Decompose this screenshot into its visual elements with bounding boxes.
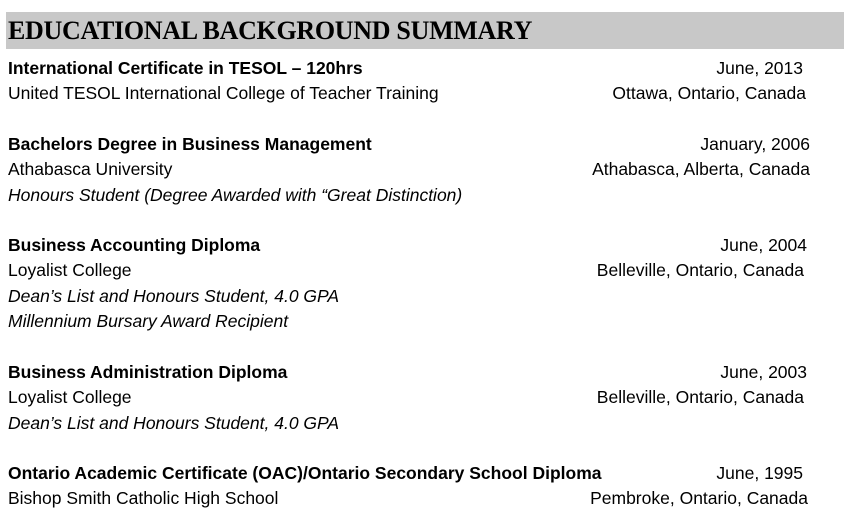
entry-location: Belleville, Ontario, Canada [596,387,804,408]
entry-location: Athabasca, Alberta, Canada [592,159,810,180]
entry-date: June, 1995 [716,463,803,483]
entry-date: June, 2013 [716,58,803,78]
entry-institution: Bishop Smith Catholic High School [8,488,279,509]
education-entry [8,233,812,334]
entry-note: Honours Student (Degree Awarded with “Great Distinction) [8,184,463,205]
entry-note: Millennium Bursary Award Recipient [8,310,289,331]
education-entry [8,132,812,208]
entry-location: Belleville, Ontario, Canada [596,260,804,281]
section-title: EDUCATIONAL BACKGROUND SUMMARY [6,12,844,49]
entry-institution: Loyalist College [8,387,132,408]
entry-note: Dean’s List and Honours Student, 4.0 GPA [8,285,340,306]
entry-institution: Loyalist College [8,260,132,281]
entry-institution: United TESOL International College of Teacher Training [8,83,439,104]
entry-location: Pembroke, Ontario, Canada [590,488,808,509]
entry-title: Business Accounting Diploma [8,235,261,255]
entry-institution: Athabasca University [8,159,173,180]
entry-title: Business Administration Diploma [8,362,288,382]
entry-note: Dean’s List and Honours Student, 4.0 GPA [8,412,340,433]
entry-date: January, 2006 [700,134,810,154]
entry-date: June, 2003 [720,362,807,382]
entry-date: June, 2004 [720,235,807,255]
entry-title: Bachelors Degree in Business Management [8,134,372,154]
entry-title: Ontario Academic Certificate (OAC)/Ontario Secondary School Diploma [8,463,602,483]
education-entry [8,461,812,512]
entry-title: International Certificate in TESOL – 120hrs [8,58,363,78]
education-entry [8,56,812,107]
education-entry [8,360,812,436]
entry-location: Ottawa, Ontario, Canada [612,83,806,104]
